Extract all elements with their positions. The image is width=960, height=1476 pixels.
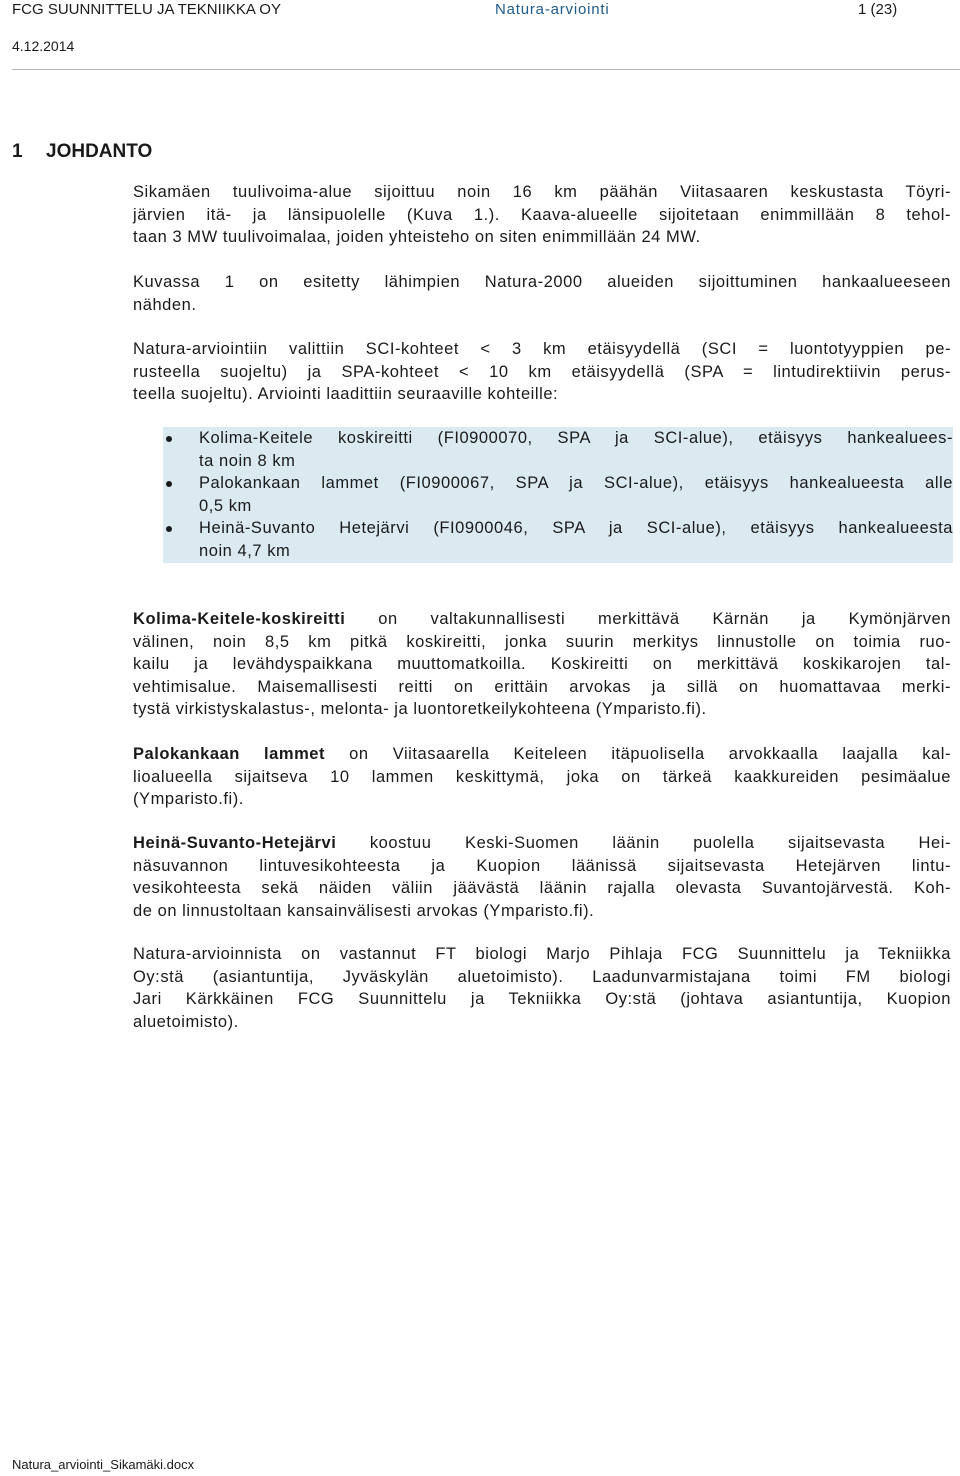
section-number: 1 — [12, 141, 23, 162]
text-line: taan 3 MW tuulivoimalaa, joiden yhteisteho on siten enimmillään 24 MW. — [133, 228, 701, 246]
text-line — [133, 743, 951, 766]
text-line: rusteella suojeltu) ja SPA-kohteet < 10 km etäisyydellä (SPA = lintudirektiivin perus- — [133, 362, 951, 381]
text-line — [133, 608, 951, 631]
text-line: aluetoimisto). — [133, 1012, 239, 1031]
text-line: kailu ja levähdyspaikkana muuttomatkoilla. Koskireitti on merkittävä koskikarojen tal- — [133, 655, 951, 673]
text-line: tystä virkistyskalastus-, melonta- ja luontoretkeilykohteena (Ymparisto.fi). — [133, 700, 707, 718]
text-fragment: on Viitasaarella Keiteleen itäpuolisella arvokkaalla laajalla kal- — [325, 745, 951, 763]
text-line: Sikamäen tuulivoima-alue sijoittuu noin 16 km päähän Viitasaaren keskustasta Töyri- — [133, 183, 951, 201]
text-line: Palokankaan lammet (FI0900067, SPA ja SCI-alue), etäisyys hankealueesta alle — [199, 474, 953, 492]
text-line: vehtimisalue. Maisemallisesti reitti on erittäin arvokas ja sillä on huomattavaa merki- — [133, 677, 951, 696]
paragraph-heina-suvanto — [133, 832, 951, 922]
site-name: Kolima-Keitele-koskireitti — [133, 610, 346, 628]
text-line: välinen, noin 8,5 km pitkä koskireitti, jonka suurin merkitys linnustolle on toimia ruo- — [133, 632, 951, 651]
list-item — [163, 472, 953, 517]
text-line: 0,5 km — [199, 496, 252, 515]
text-line: Oy:stä (asiantuntija, Jyväskylän aluetoimisto). Laadunvarmistajana toimi FM biologi — [133, 967, 951, 986]
paragraph-selection — [133, 338, 951, 406]
section-title: JOHDANTO — [46, 141, 153, 162]
text-line: Kolima-Keitele koskireitti (FI0900070, SPA ja SCI-alue), etäisyys hankealuees- — [199, 429, 953, 447]
natura-site-list — [163, 427, 953, 563]
header-divider — [12, 69, 960, 70]
bullet-icon — [166, 481, 172, 487]
list-item — [163, 517, 953, 562]
text-line: Kuvassa 1 on esitetty lähimpien Natura-2000 alueiden sijoittuminen hankaalueeseen — [133, 273, 951, 291]
paragraph-figure-ref — [133, 271, 951, 316]
section-heading — [12, 141, 152, 163]
document-date: 4.12.2014 — [12, 38, 75, 54]
text-line: (Ymparisto.fi). — [133, 790, 244, 808]
text-fragment: on valtakunnallisesti merkittävä Kärnän ja Kymönjärven — [345, 610, 951, 628]
text-line: Jari Kärkkäinen FCG Suunnittelu ja Tekniikka Oy:stä (johtava asiantuntija, Kuopion — [133, 990, 951, 1008]
document-title: Natura-arviointi — [495, 1, 610, 18]
text-line: noin 4,7 km — [199, 541, 291, 560]
text-line: Natura-arvioinnista on vastannut FT biologi Marjo Pihlaja FCG Suunnittelu ja Tekniikka — [133, 945, 951, 963]
text-line: järvien itä- ja länsipuolelle (Kuva 1.). Kaava-alueelle sijoitetaan enimmillään 8 tehol- — [133, 205, 951, 224]
bullet-icon — [166, 436, 172, 442]
text-line: vesikohteesta sekä näiden väliin jäävästä läänin rajalla olevasta Suvantojärvestä. Koh- — [133, 879, 951, 897]
text-line: näsuvannon lintuvesikohteesta ja Kuopion läänissä sijaitsevasta Hetejärven lintu- — [133, 856, 951, 875]
site-name: Heinä-Suvanto-Hetejärvi — [133, 834, 337, 852]
text-line — [133, 832, 951, 855]
paragraph-palokankaan — [133, 743, 951, 811]
text-line: ta noin 8 km — [199, 451, 296, 470]
paragraph-kolima-keitele — [133, 608, 951, 721]
list-item — [163, 427, 953, 472]
paragraph-authors — [133, 943, 951, 1033]
text-line: nähden. — [133, 295, 197, 314]
text-line: de on linnustoltaan kansainvälisesti arvokas (Ymparisto.fi). — [133, 901, 595, 920]
bullet-icon — [166, 526, 172, 532]
site-name: Palokankaan lammet — [133, 745, 326, 763]
company-name: FCG SUUNNITTELU JA TEKNIIKKA OY — [12, 1, 281, 18]
footer-filename: Natura_arviointi_Sikamäki.docx — [12, 1457, 195, 1472]
text-line: lioalueella sijaitseva 10 lammen keskittymä, joka on tärkeä kaakkureiden pesimäalue — [133, 767, 951, 786]
page-number: 1 (23) — [858, 1, 898, 18]
paragraph-intro — [133, 181, 951, 249]
text-line: Heinä-Suvanto Hetejärvi (FI0900046, SPA ja SCI-alue), etäisyys hankealueesta — [199, 519, 953, 537]
text-line: Natura-arviointiin valittiin SCI-kohteet < 3 km etäisyydellä (SCI = luontotyyppien pe- — [133, 340, 951, 358]
text-line: teella suojeltu). Arviointi laadittiin seuraaville kohteille: — [133, 385, 559, 403]
page-header — [0, 0, 960, 72]
text-fragment: koostuu Keski-Suomen läänin puolella sijaitsevasta Hei- — [336, 834, 951, 852]
